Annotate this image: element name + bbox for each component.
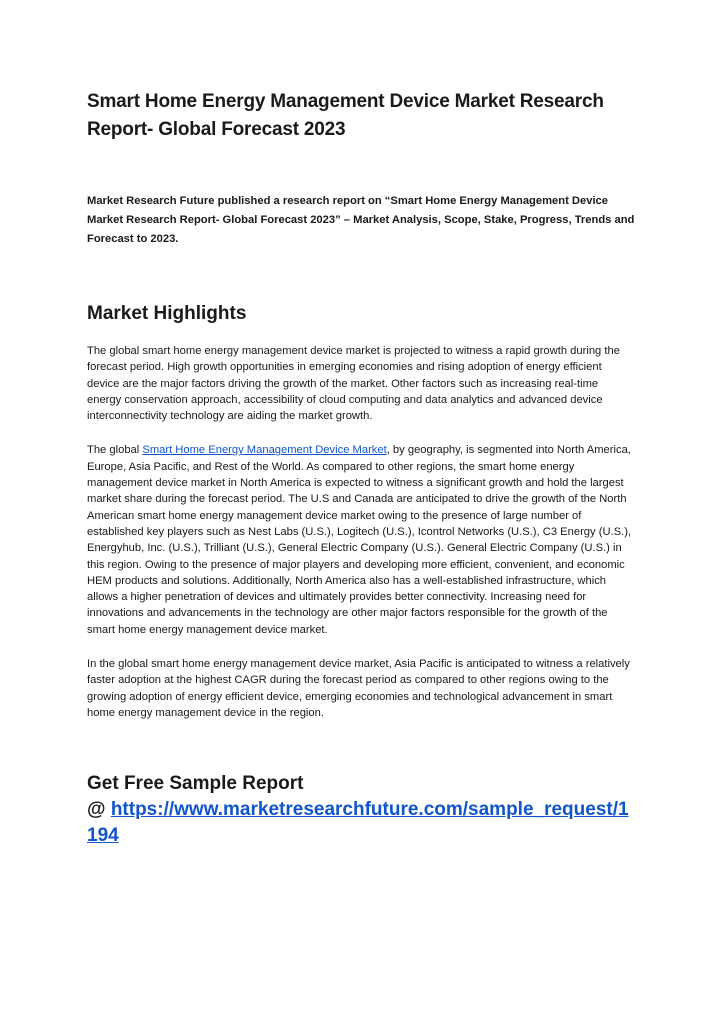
highlights-paragraph-1: The global smart home energy management device market is projected to witness a rapid growth during the forecast period. High growth opportunities in emerging economies and rising adoption of energy efficient device are the major factors driving the growth of the market. Other factors such as increasing real-time energy conservation approach, accessibility of cloud computing and data analytics and advanced device interconnectivity technology are aiding the market growth. <box>87 345 620 423</box>
at-symbol: @ <box>87 799 111 821</box>
market-highlights-heading: Market Highlights <box>87 303 247 324</box>
market-report-link[interactable]: Smart Home Energy Management Device Market <box>142 444 387 457</box>
document-body <box>87 88 635 849</box>
sample-report-link[interactable]: https://www.marketresearchfuture.com/sample_request/1194 <box>87 799 629 847</box>
sample-report-link-line <box>87 797 635 849</box>
sample-report-heading: Get Free Sample Report <box>87 773 304 795</box>
highlights-paragraph-2 <box>87 442 635 638</box>
page-title: Smart Home Energy Management Device Market Research Report- Global Forecast 2023 <box>87 91 604 140</box>
sample-report-section <box>87 771 635 849</box>
highlights-paragraph-3: In the global smart home energy management device market, Asia Pacific is anticipated to witness a relatively faster adoption at the highest CAGR during the forecast period as compared to other regions owing to the growing adoption of energy efficient device, emerging economies and technological advancement in smart home energy management device in the region. <box>87 658 630 719</box>
paragraph-2-lead-text: The global <box>87 444 143 457</box>
paragraph-2-body-text: , by geography, is segmented into North America, Europe, Asia Pacific, and Rest of the World. As compared to other regions, the smart home energy management device market in North America is expected to witness a significant growth and hold the largest market share during the forecast period. The U.S and Canada are anticipated to drive the growth of the North American smart home energy management device market owing to the presence of large number of established key players such as Nest Labs (U.S.), Logitech (U.S.), Icontrol Networks (U.S.), C3 Energy (U.S.), Energyhub, Inc. (U.S.), Trilliant (U.S.), General Electric Company (U.S.). General Electric Company (U.S.) in this region. Owing to the presence of major players and developing more efficient, convenient, and economic HEM products and solutions. Additionally, North America also has a well-established infrastructure, which allows a higher penetration of devices and ultimately provides better connectivity. Increasing need for innovations and advancements in the technology are other major factors responsible for the growth of the smart home energy management device market. <box>87 444 632 636</box>
intro-paragraph: Market Research Future published a research report on “Smart Home Energy Management Device Market Research Report- Global Forecast 2023” – Market Analysis, Scope, Stake, Progress, Trends and Forecast to 2023. <box>87 195 635 245</box>
